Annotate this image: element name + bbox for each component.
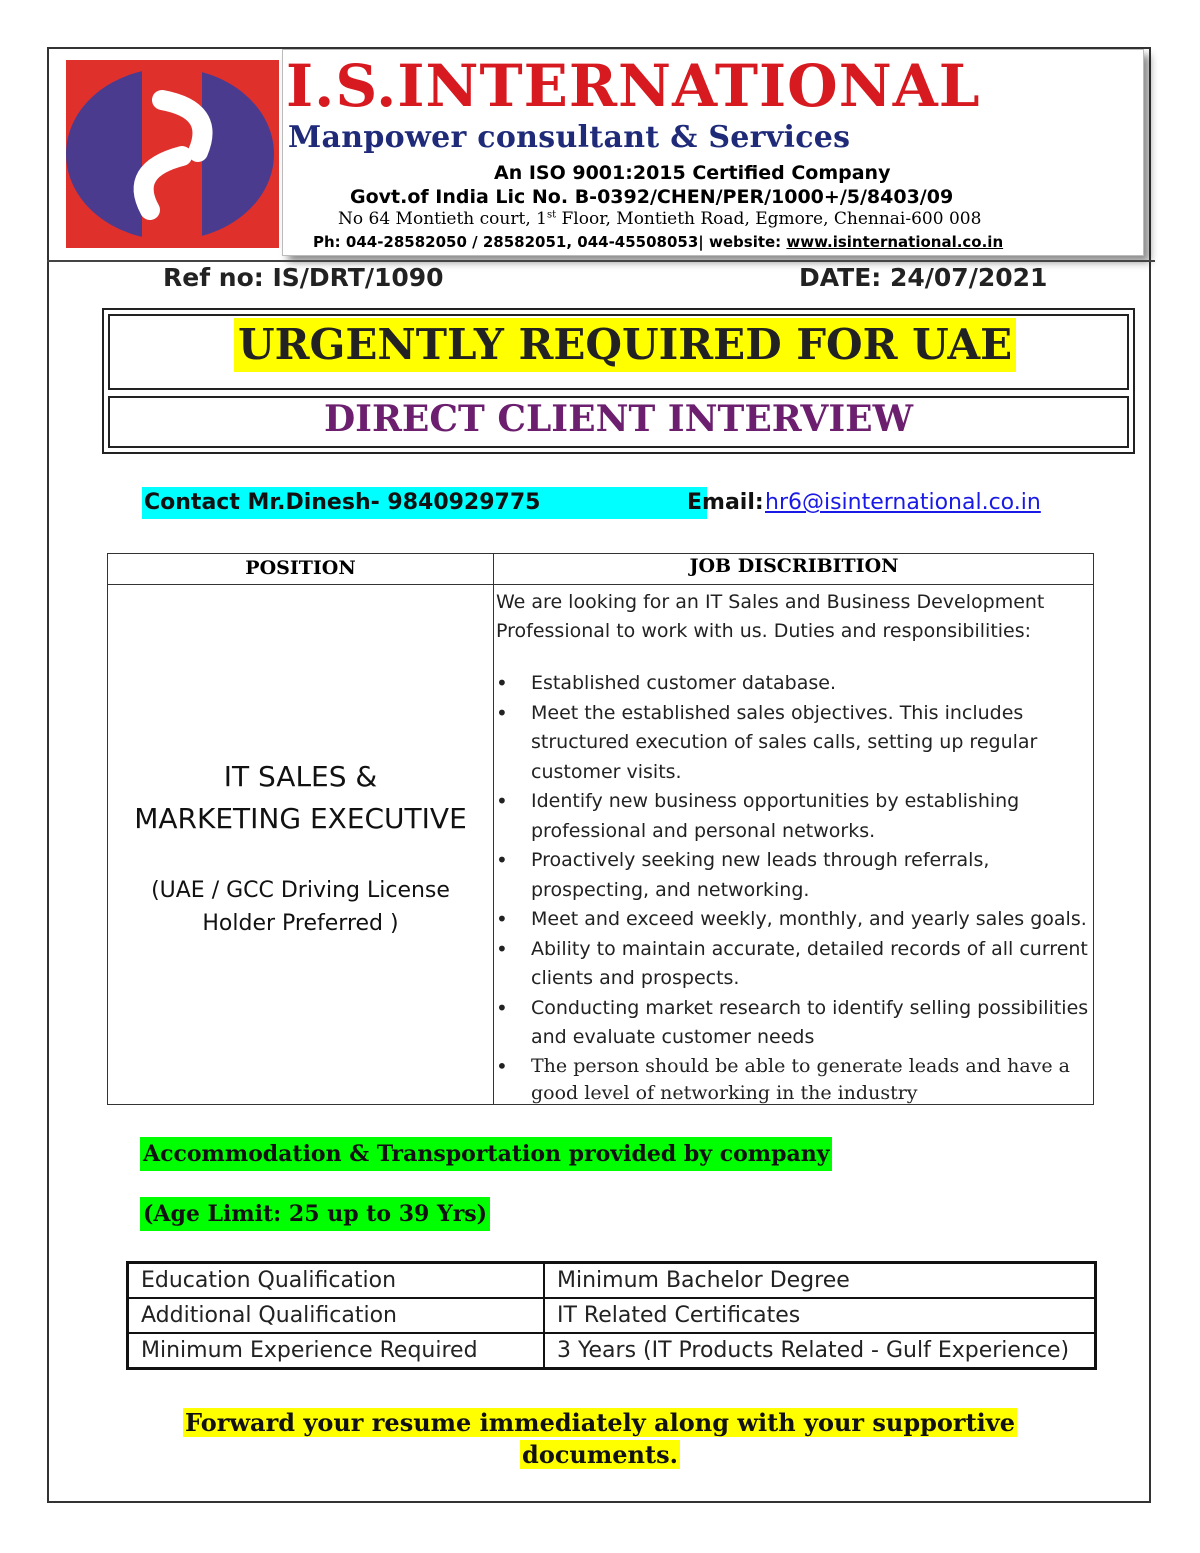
job-table-header-divider [107, 584, 1094, 585]
position-header: POSITION [245, 557, 356, 579]
qualification-label: Minimum Experience Required [128, 1333, 545, 1369]
duty-item: • Conducting market research to identify selling possibilities and evaluate customer needs [494, 994, 1092, 1053]
company-name: I.S.INTERNATIONAL [286, 52, 981, 120]
forward-line2: documents. [522, 1440, 678, 1469]
forward-line1: Forward your resume immediately along with your supportive [185, 1408, 1015, 1437]
duties-list [494, 669, 1092, 1107]
qualification-label: Education Qualification [128, 1263, 545, 1299]
company-tagline: Manpower consultant & Services [288, 120, 851, 155]
duty-item: • Established customer database. [494, 669, 1092, 699]
address-suffix: Floor, Montieth Road, Egmore, Chennai-600 008 [556, 209, 982, 229]
license-note-line1: (UAE / GCC Driving License [151, 878, 450, 903]
position-title [107, 756, 494, 840]
table-row [128, 1298, 1096, 1333]
qualification-value: 3 Years (IT Products Related - Gulf Experience) [544, 1333, 1096, 1369]
position-title-line2: MARKETING EXECUTIVE [134, 802, 467, 835]
urgent-heading: URGENTLY REQUIRED FOR UAE [234, 318, 1016, 372]
phone-numbers: Ph: 044-28582050 / 28582051, 044-45508053| website: [313, 233, 787, 251]
duty-item: • Proactively seeking new leads through referrals, prospecting, and networking. [494, 846, 1092, 905]
age-limit-note: (Age Limit: 25 up to 39 Yrs) [140, 1197, 490, 1231]
description-header: JOB DISCRIBITION [689, 555, 899, 577]
iso-certification: An ISO 9001:2015 Certified Company [494, 162, 891, 184]
email-link[interactable]: hr6@isinternational.co.in [765, 490, 1041, 515]
license-note [107, 874, 494, 940]
licence-number: Govt.of India Lic No. B-0392/CHEN/PER/1000+/5/8403/09 [350, 186, 954, 208]
duty-item: • Meet the established sales objectives. This includes structured execution of sales calls, setting up regular customer visits. [494, 699, 1092, 788]
qualification-value: Minimum Bachelor Degree [544, 1263, 1096, 1299]
table-row [128, 1263, 1096, 1299]
forward-resume-note [0, 1407, 1200, 1471]
qualification-table [126, 1261, 1097, 1370]
letterhead-divider [47, 260, 1155, 262]
position-title-line1: IT SALES & [223, 760, 378, 793]
company-address [338, 209, 981, 229]
phone-line [313, 233, 1003, 251]
interview-heading: DIRECT CLIENT INTERVIEW [323, 398, 914, 440]
company-logo [66, 60, 279, 248]
qualification-value: IT Related Certificates [544, 1298, 1096, 1333]
email-label: Email: [687, 490, 764, 515]
job-intro: We are looking for an IT Sales and Business Development Professional to work with us. Duties and responsibilities: [496, 591, 1045, 642]
document-date: DATE: 24/07/2021 [799, 263, 1048, 292]
table-row [128, 1333, 1096, 1369]
duty-item: • Identify new business opportunities by establishing professional and personal networks. [494, 787, 1092, 846]
website-link[interactable]: www.isinternational.co.in [786, 233, 1004, 251]
address-sup: st [546, 209, 557, 221]
qualification-label: Additional Qualification [128, 1298, 545, 1333]
duty-item: • Ability to maintain accurate, detailed records of all current clients and prospects. [494, 935, 1092, 994]
contact-person: Contact Mr.Dinesh- 9840929775 [144, 490, 541, 515]
duty-item: • Meet and exceed weekly, monthly, and yearly sales goals. [494, 905, 1092, 935]
address-prefix: No 64 Montieth court, 1 [338, 209, 547, 229]
license-note-line2: Holder Preferred ) [202, 911, 399, 936]
duty-item: • The person should be able to generate leads and have a good level of networking in the industry [494, 1053, 1092, 1107]
accommodation-note: Accommodation & Transportation provided by company [140, 1137, 832, 1171]
reference-number: Ref no: IS/DRT/1090 [163, 263, 444, 292]
logo-mark-icon [66, 60, 279, 248]
